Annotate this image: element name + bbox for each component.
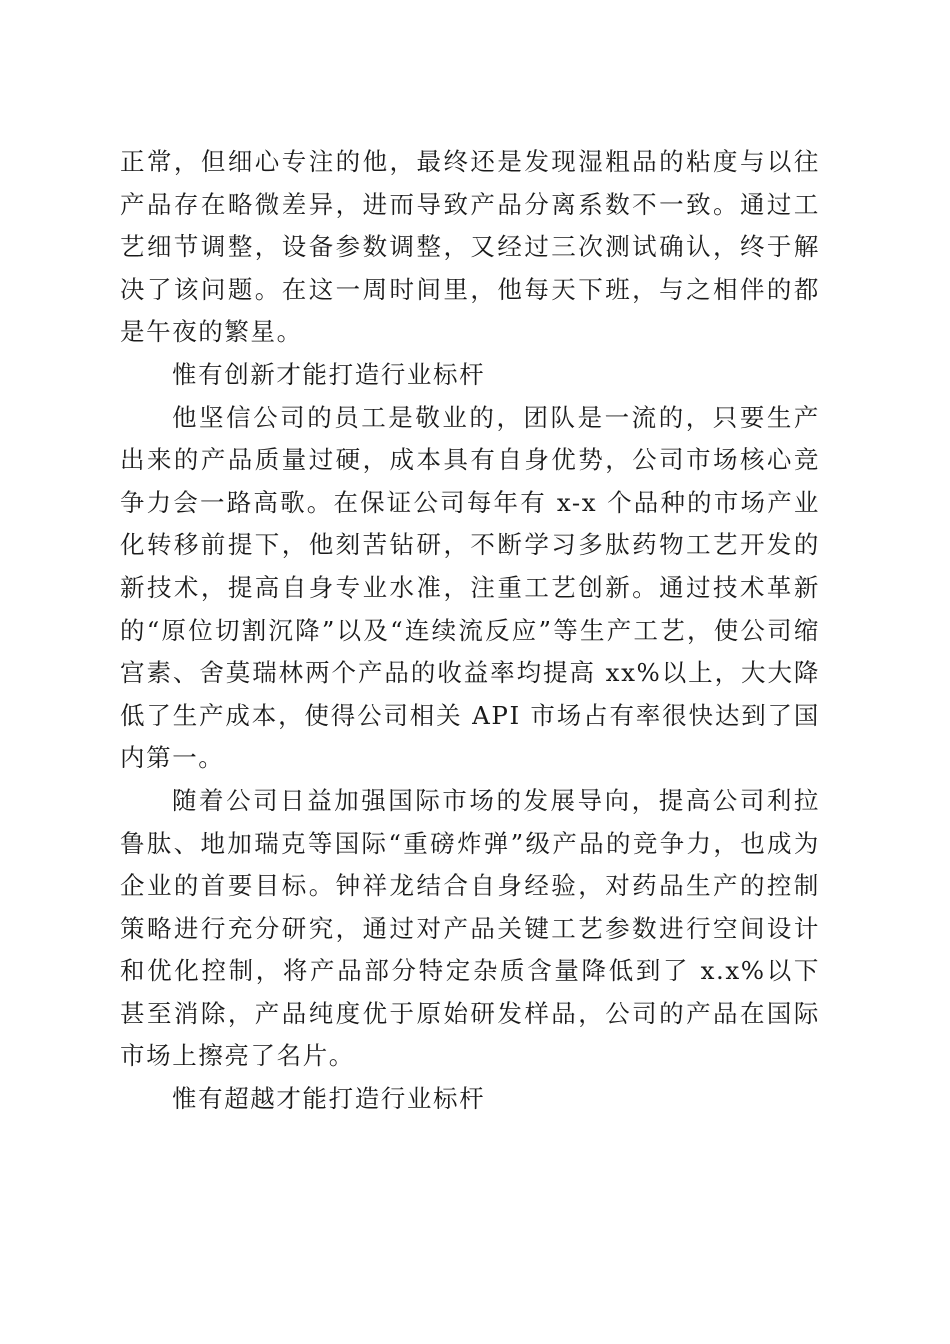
document-body (120, 141, 820, 1121)
body-paragraph: 随着公司日益加强国际市场的发展导向，提高公司利拉鲁肽、地加瑞克等国际“重磅炸弹”级产品的竞争力，也成为企业的首要目标。钟祥龙结合自身经验，对药品生产的控制策略进行充分研究，通过对产品关键工艺参数进行空间设计和优化控制，将产品部分特定杂质含量降低到了 x.x%以下甚至消除，产品纯度优于原始研发样品，公司的产品在国际市场上擦亮了名片。 (120, 785, 820, 1071)
body-paragraph: 他坚信公司的员工是敬业的，团队是一流的，只要生产出来的产品质量过硬，成本具有自身优势，公司市场核心竞争力会一路高歌。在保证公司每年有 x-x 个品种的市场产业化转移前提下，他刻苦钻研，不断学习多肽药物工艺开发的新技术，提高自身专业水准，注重工艺创新。通过技术革新的“原位切割沉降”以及“连续流反应”等生产工艺，使公司缩宫素、舍莫瑞林两个产品的收益率均提高 xx%以上，大大降低了生产成本，使得公司相关 API 市场占有率很快达到了国内第一。 (120, 402, 820, 773)
section-heading: 惟有创新才能打造行业标杆 (172, 359, 486, 389)
body-paragraph: 正常，但细心专注的他，最终还是发现湿粗品的粘度与以往产品存在略微差异，进而导致产品分离系数不一致。通过工艺细节调整，设备参数调整，又经过三次测试确认，终于解决了该问题。在这一周时间里，他每天下班，与之相伴的都是午夜的繁星。 (120, 147, 820, 347)
section-heading: 惟有超越才能打造行业标杆 (172, 1084, 486, 1114)
